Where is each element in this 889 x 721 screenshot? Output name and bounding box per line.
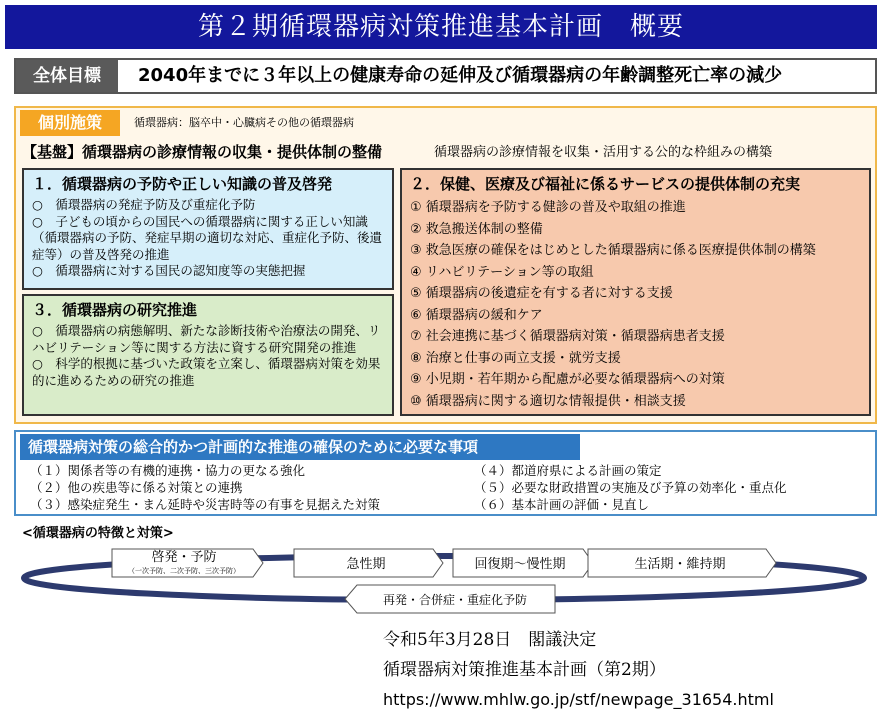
stage-sublabel-prevention: （一次予防、二次予防、三次予防） bbox=[128, 567, 240, 575]
stage-label-acute: 急性期 bbox=[346, 557, 386, 572]
list-item: ○ 循環器病の病態解明、新たな診断技術や治療法の開発、リハビリテーション等に関する方法に資する研究開発の推進 bbox=[32, 323, 381, 355]
section-heading: ３．循環器病の研究推進 bbox=[32, 301, 198, 319]
list-item: ○ 循環器病に対する国民の認知度等の実態把握 bbox=[32, 263, 306, 278]
comprehensive-promotion-heading: 循環器病対策の総合的かつ計画的な推進の確保のために必要な事項 bbox=[20, 434, 580, 460]
list-item: ④ リハビリテーション等の取組 bbox=[410, 264, 594, 280]
plan-name: 循環器病対策推進基本計画（第2期） bbox=[383, 660, 666, 680]
source-url: https://www.mhlw.go.jp/stf/newpage_31654.html bbox=[383, 690, 774, 709]
section-heading: ２．保健、医療及び福祉に係るサービスの提供体制の充実 bbox=[410, 175, 801, 193]
cabinet-decision-date: 令和5年3月28日 閣議決定 bbox=[383, 630, 597, 650]
list-item: （３）感染症発生・まん延時や災害時等の有事を見据えた対策 bbox=[30, 497, 381, 512]
list-item: ⑨ 小児期・若年期から配慮が必要な循環器病への対策 bbox=[410, 372, 725, 387]
list-item: ⑩ 循環器病に関する適切な情報提供・相談支援 bbox=[410, 393, 686, 409]
section-heading: １．循環器病の予防や正しい知識の普及啓発 bbox=[32, 175, 333, 193]
list-item: （２）他の疾患等に係る対策との連携 bbox=[30, 480, 243, 495]
list-item: ○ 循環器病の発症予防及び重症化予防 bbox=[32, 197, 256, 212]
list-item: ⑧ 治療と仕事の両立支援・就労支援 bbox=[410, 350, 621, 366]
footer-info bbox=[383, 625, 774, 715]
overall-goal-label: 全体目標 bbox=[16, 60, 118, 92]
list-item: ① 循環器病を予防する健診の普及や取組の推進 bbox=[410, 200, 686, 215]
disease-definition-note: 循環器病：脳卒中・心臓病その他の循環器病 bbox=[134, 116, 354, 129]
list-item: ③ 救急医療の確保をはじめとした循環器病に係る医療提供体制の構築 bbox=[410, 243, 816, 258]
features-title: <循環器病の特徴と対策> bbox=[22, 526, 174, 541]
individual-measures-label: 個別施策 bbox=[20, 110, 120, 136]
care-cycle-diagram bbox=[0, 538, 889, 620]
stage-label-maintenance: 生活期・維持期 bbox=[634, 557, 726, 572]
list-item: ⑤ 循環器病の後遺症を有する者に対する支援 bbox=[410, 286, 673, 301]
comprehensive-promotion-panel bbox=[14, 430, 877, 516]
foundation-heading: 【基盤】循環器病の診療情報の収集・提供体制の整備 bbox=[22, 143, 383, 161]
promotion-items-left bbox=[30, 462, 380, 513]
stage-label-prevention: 啓発・予防 bbox=[151, 550, 217, 565]
list-item: ○ 子どもの頃からの国民への循環器病に関する正しい知識（循環器病の予防、発症早期の適切な対応、重症化予防、後遺症等）の普及啓発の推進 bbox=[32, 213, 383, 262]
page-title: 第２期循環器病対策推進基本計画 概要 bbox=[5, 5, 877, 49]
foundation-description: 循環器病の診療情報を収集・活用する公的な枠組みの構築 bbox=[434, 145, 773, 160]
list-item: ⑦ 社会連携に基づく循環器病対策・循環器病患者支援 bbox=[410, 329, 725, 344]
section-research-promotion bbox=[22, 294, 394, 416]
overall-goal-text: 2040年までに３年以上の健康寿命の延伸及び循環器病の年齢調整死亡率の減少 bbox=[138, 65, 783, 86]
list-item: ○ 科学的根拠に基づいた政策を立案し、循環器病対策を効果的に進めるための研究の推進 bbox=[32, 356, 381, 388]
promotion-items-right bbox=[474, 462, 787, 513]
section-service-provision bbox=[400, 168, 871, 416]
list-item: （５）必要な財政措置の実施及び予算の効率化・重点化 bbox=[474, 480, 787, 495]
list-item: ⑥ 循環器病の緩和ケア bbox=[410, 307, 543, 323]
list-item: （１）関係者等の有機的連携・協力の更なる強化 bbox=[30, 463, 306, 478]
list-item: （４）都道府県による計画の策定 bbox=[474, 463, 662, 478]
list-item: （６）基本計画の評価・見直し bbox=[474, 497, 650, 512]
individual-measures-panel bbox=[14, 106, 877, 424]
list-item: ② 救急搬送体制の整備 bbox=[410, 221, 543, 237]
stage-label-recovery: 回復期〜慢性期 bbox=[474, 557, 566, 572]
recurrence-arrow-label: 再発・合併症・重症化予防 bbox=[382, 593, 528, 607]
section-prevention-awareness bbox=[22, 168, 394, 290]
overall-goal-banner bbox=[14, 58, 877, 94]
